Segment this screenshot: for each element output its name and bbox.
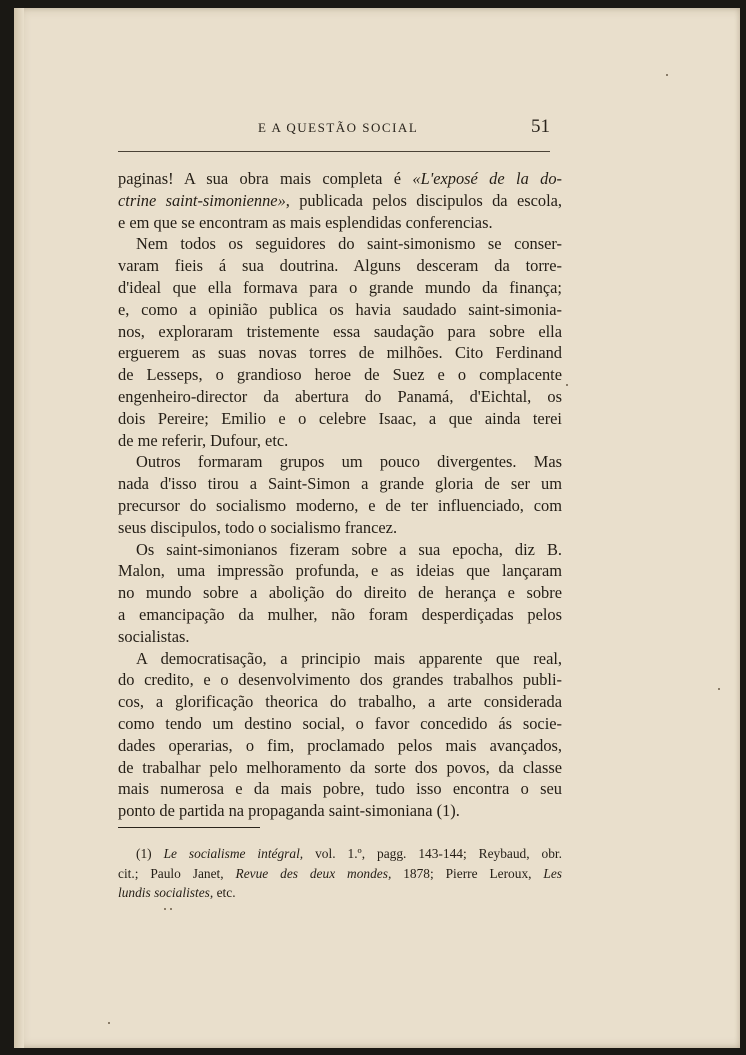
text-line: Nem todos os seguidores do saint-simonismo se conser- <box>136 234 562 254</box>
text-line: dades operarias, o fim, proclamado pelos mais avançados, <box>118 735 562 755</box>
book-page <box>14 8 740 1048</box>
text-line: A democratisação, a principio mais apparente que real, <box>136 648 562 668</box>
text-line: mais numerosa e da mais pobre, tudo isso encontra o seu <box>118 779 562 799</box>
page-gutter-shadow <box>14 8 24 1048</box>
text-line: socialistas. <box>118 626 190 646</box>
text-line: nos, exploraram tristemente essa saudação para sobre ella <box>118 321 562 341</box>
body-text <box>118 168 562 822</box>
paper-speck <box>108 1022 110 1024</box>
text-line: ponto de partida na propaganda saint-simoniana (1). <box>118 801 460 821</box>
text-line: ctrine saint-simonienne», publicada pelos discipulos da escola, <box>118 190 562 210</box>
text-line: Malon, uma impressão profunda, e as ideias que lançaram <box>118 561 562 581</box>
text-line: de trabalhar pelo melhoramento da sorte dos povos, da classe <box>118 757 562 777</box>
page-number: 51 <box>531 116 550 137</box>
text-line: cos, a glorificação theorica do trabalho, a arte considerada <box>118 692 562 712</box>
footnote-line: lundis socialistes, etc. <box>118 885 236 900</box>
text-line: seus discipulos, todo o socialismo francez. <box>118 517 398 537</box>
paper-speck <box>170 908 172 910</box>
text-line: precursor do socialismo moderno, e de ter influenciado, com <box>118 495 562 515</box>
paper-speck <box>566 384 568 386</box>
header-rule <box>118 151 550 152</box>
text-line: e, como a opinião publica os havia saudado saint-simonia- <box>118 299 562 319</box>
text-line: nada d'isso tirou a Saint-Simon a grande gloria de ser um <box>118 474 562 494</box>
text-line: paginas! A sua obra mais completa é «L'exposé de la do- <box>118 169 562 188</box>
text-line: de me referir, Dufour, etc. <box>118 430 289 450</box>
text-line: d'ideal que ella formava para o grande mundo da finança; <box>118 277 562 297</box>
paper-speck <box>666 74 668 76</box>
text-line: de Lesseps, o grandioso heroe de Suez e o complacente <box>118 365 562 385</box>
text-line: no mundo sobre a abolição do direito de herança e sobre <box>118 583 562 603</box>
footnote-line: cit.; Paulo Janet, Revue des deux mondes, 1878; Pierre Leroux, Les <box>118 865 563 881</box>
text-line: Outros formaram grupos um pouco divergentes. Mas <box>136 452 562 472</box>
text-line: e em que se encontram as mais esplendidas conferencias. <box>118 212 493 232</box>
italic-title: «L'exposé de la do- <box>412 169 562 188</box>
footnote-marker: (1) <box>136 846 164 861</box>
text-line: do credito, e o desenvolvimento dos grandes trabalhos publi- <box>118 670 562 690</box>
text-line: a emancipação da mulher, não foram desperdiçadas pelos <box>118 604 562 624</box>
text-line: varam fieis á sua doutrina. Alguns desceram da torre- <box>118 256 562 276</box>
page-header <box>118 116 548 140</box>
text-line: erguerem as suas novas torres de milhões. Cito Ferdinand <box>118 343 562 363</box>
running-title: E A QUESTÃO SOCIAL <box>258 120 419 135</box>
footnote <box>118 844 562 903</box>
text-line: como tendo um destino social, o favor concedido ás socie- <box>118 713 562 733</box>
footnote-rule <box>118 827 260 828</box>
italic-title: ctrine saint-simonienne» <box>118 190 286 210</box>
text-line: Os saint-simonianos fizeram sobre a sua epocha, diz B. <box>136 539 562 559</box>
text-line: engenheiro-director da abertura do Panamá, d'Eichtal, os <box>118 386 562 406</box>
paper-speck <box>164 908 166 910</box>
footnote-line: (1) Le socialisme intégral, vol. 1.º, pagg. 143-144; Reybaud, obr. <box>136 846 562 861</box>
text-line: dois Pereire; Emilio e o celebre Isaac, a que ainda terei <box>118 408 562 428</box>
paper-speck <box>718 688 720 690</box>
